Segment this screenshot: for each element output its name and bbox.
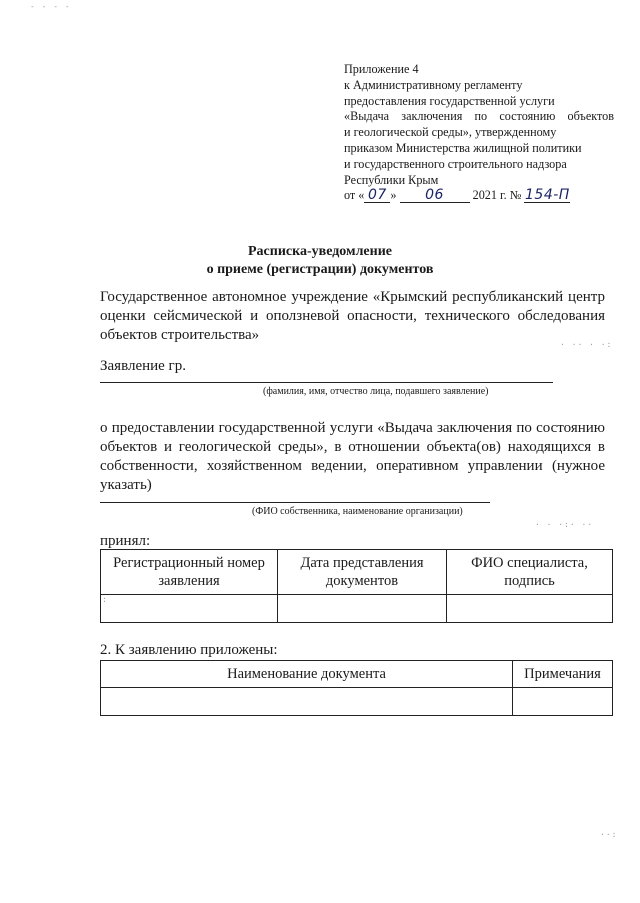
table-row [101, 688, 613, 716]
header-specialist: ФИО специалиста, подпись [447, 550, 613, 595]
table-header-row [101, 550, 613, 595]
attachments-title: 2. К заявлению приложены: [100, 642, 278, 658]
scan-speckle: · ·· · ·: [560, 340, 613, 349]
cell-specialist [447, 595, 613, 623]
organization-name: Государственное автономное учреждение «Крымский республиканский центр оценки сейсмической и оползневой опасности, технического обследования объектов строительства» [100, 289, 605, 343]
date-month-field [400, 189, 470, 203]
cell-reg-number [101, 595, 278, 623]
date-year: 2021 г. № [472, 188, 522, 203]
appendix-line: приказом Министерства жилищной политики [344, 140, 582, 155]
appendix-block [344, 62, 614, 204]
accepted-label: принял: [100, 533, 151, 549]
title-line-1: Расписка-уведомление [248, 244, 392, 259]
order-date-line [344, 188, 614, 204]
owner-caption: (ФИО собственника, наименование организации) [252, 506, 463, 517]
application-label: Заявление гр. [100, 358, 186, 374]
cell-submission-date [278, 595, 447, 623]
attachments-table [100, 660, 613, 716]
date-day-field [364, 189, 390, 203]
appendix-line: «Выдача заключения по состоянию объектов [344, 109, 614, 124]
header-document-name: Наименование документа [101, 661, 513, 688]
table-row [101, 595, 613, 623]
header-reg-number: Регистрационный номер заявления [101, 550, 278, 595]
scan-speckle: · · ·:· ·· [535, 520, 594, 529]
date-day-handwritten: 07 [367, 187, 387, 204]
order-number-field [524, 189, 570, 203]
applicant-name-line [100, 382, 553, 383]
appendix-line: предоставления государственной услуги [344, 93, 555, 108]
appendix-line: и государственного строительного надзора [344, 156, 567, 171]
date-month-handwritten: 06 [425, 187, 444, 204]
applicant-caption: (фамилия, имя, отчество лица, подавшего заявление) [263, 386, 489, 397]
appendix-line: к Административному регламенту [344, 77, 523, 92]
service-description: о предоставлении государственной услуги «Выдача заключения по состоянию объектов и геологической среды», в отношении объекта(ов) находящихся в собственности, хозяйственном ведении, оперативном управлении (нужное указать) [100, 420, 605, 493]
order-number-handwritten: 154-П [525, 187, 570, 204]
table-header-row [101, 661, 613, 688]
appendix-line: Республики Крым [344, 172, 439, 187]
registration-table [100, 549, 613, 623]
date-mid: » [390, 188, 397, 203]
title-line-2: о приеме (регистрации) документов [206, 262, 434, 277]
scan-speckle: ··: [600, 830, 618, 839]
date-prefix: от « [344, 188, 365, 203]
scan-speckle: - - - - [30, 2, 71, 11]
header-notes: Примечания [513, 661, 613, 688]
appendix-line: и геологической среды», утвержденному [344, 125, 557, 140]
appendix-number: Приложение 4 [344, 62, 419, 76]
document-title [0, 243, 640, 279]
owner-name-line [100, 502, 490, 503]
scan-speckle: : [102, 595, 108, 604]
cell-notes [513, 688, 613, 716]
header-submission-date: Дата представления документов [278, 550, 447, 595]
cell-document-name [101, 688, 513, 716]
